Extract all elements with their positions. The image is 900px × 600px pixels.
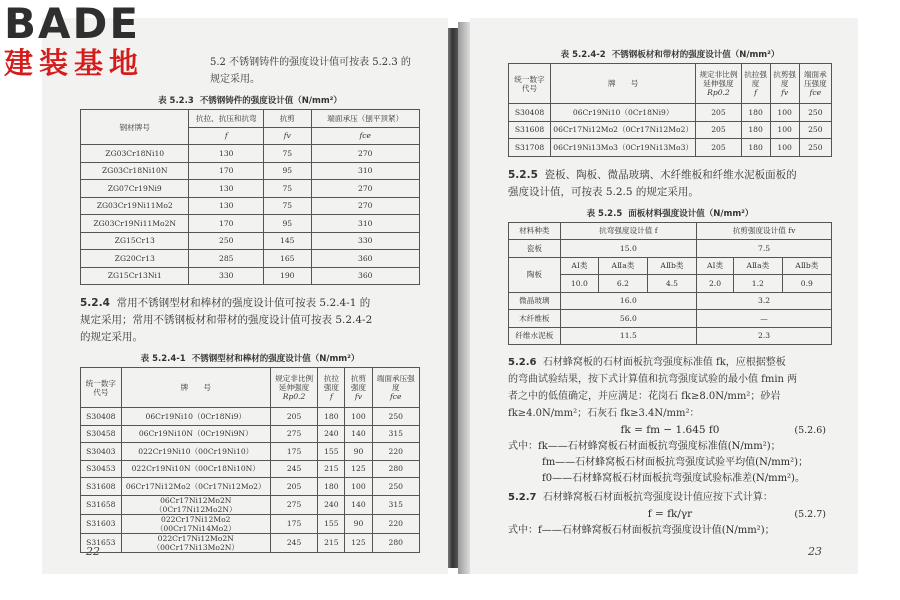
table-cell: 100 [770,121,799,139]
table-cell: AⅠ类 [697,257,734,275]
table-cell: 16.0 [560,292,696,310]
table-row [509,240,832,258]
table-cell: 木纤维板 [509,310,561,328]
table-cell: 205 [696,139,741,157]
table-cell: 220 [372,443,419,461]
page-number-left: 22 [86,545,100,558]
table-cell: 022Cr19Ni10（00Cr19Ni10） [121,443,270,461]
col-code: 统一数字代号 [81,368,122,408]
table-cell: 250 [189,232,264,250]
table-cell: 06Cr19Ni10N（0Cr19Ni9N） [121,425,270,443]
table-cell: ZG15Cr13Ni1 [81,267,189,285]
table-cell: 140 [345,495,372,514]
table-row [81,267,420,285]
table-cell: 3.2 [697,292,832,310]
table-cell: 2.0 [697,275,734,293]
table-cell: 瓷板 [509,240,561,258]
table-cell: 130 [189,180,264,198]
sym-tension: f [189,127,264,145]
table-cell: 0.9 [782,275,831,293]
table-cell: 陶板 [509,257,561,292]
table-cell: 280 [372,460,419,478]
table-cell: 250 [372,408,419,426]
table-cell: 125 [345,533,372,552]
col-bearing: 端面承压强度 fce [799,64,831,104]
table-525 [508,222,832,346]
table-row [509,257,832,275]
table-cell: 纤维水泥板 [509,327,561,345]
table-row [509,292,832,310]
table-cell: 270 [311,180,420,198]
table-cell: 310 [311,215,420,233]
table-5242-caption: 表 5.2.4-2 不锈钢板材和带材的强度设计值（N/mm²） [560,50,780,60]
table-header-row [81,368,420,408]
table-cell: 022Cr19Ni10N（00Cr18Ni10N） [121,460,270,478]
book-spine-edge [458,22,470,574]
table-row [81,478,420,496]
table-cell: 180 [318,408,345,426]
table-row [81,180,420,198]
table-cell: 240 [318,495,345,514]
table-cell: 205 [270,478,317,496]
left-page [42,18,448,574]
table-cell: 130 [189,197,264,215]
table-cell: 75 [264,180,311,198]
table-header-row [509,222,832,240]
watermark-logo [4,2,179,92]
table-cell: 330 [189,267,264,285]
sym-bearing: fce [311,127,420,145]
table-row [509,327,832,345]
table-cell: S30408 [509,104,551,122]
right-page [470,18,858,574]
table-cell: 165 [264,250,311,268]
formula-527: f = fk/γr (5.2.7) [647,508,826,520]
table-cell: 15.0 [560,240,696,258]
table-row [509,104,832,122]
table-cell: ZG03Cr19Ni11Mo2 [81,197,189,215]
table-5242 [508,63,832,157]
table-cell: 11.5 [560,327,696,345]
table-row [81,533,420,552]
table-cell: AⅠ类 [560,257,598,275]
table-cell: 06Cr19Ni10（0Cr18Ni9） [550,104,695,122]
table-cell: ZG20Cr13 [81,250,189,268]
table-cell: 75 [264,145,311,163]
table-523 [80,109,420,285]
table-row [509,121,832,139]
table-cell: 180 [318,478,345,496]
table-cell: 90 [345,514,372,533]
table-cell: 06Cr19Ni13Mo3（0Cr19Ni13Mo3） [550,139,695,157]
table-cell: 06Cr17Ni12Mo2（0Cr17Ni12Mo2） [121,478,270,496]
table-cell: 145 [264,232,311,250]
clause-527: 5.2.7 石材蜂窝板石材面板抗弯强度设计值应按下式计算： f = fk/γr (5.2.7) 式中：f——石材蜂窝板石材面板抗弯强度设计值(N/mm²)； [508,489,832,539]
sym-shear: fv [264,127,311,145]
formula-526: fk = fm − 1.645 f0 (5.2.6) [620,424,826,436]
table-cell: 310 [311,162,420,180]
table-cell: 100 [345,408,372,426]
table-cell: 180 [741,121,770,139]
table-cell: 205 [696,104,741,122]
table-cell: 7.5 [697,240,832,258]
table-cell: S30453 [81,460,122,478]
table-cell: S31608 [509,121,551,139]
table-cell: 275 [270,495,317,514]
table-cell: — [697,310,832,328]
table-5241 [80,367,420,553]
table-header-row [509,64,832,104]
col-bending: 抗弯强度设计值 f [560,222,696,240]
book-spine-shadow [448,28,458,568]
table-cell: 2.3 [697,327,832,345]
table-cell: 250 [799,139,831,157]
table-cell: S31653 [81,533,122,552]
col-tension: 抗拉强度 f [741,64,770,104]
table-cell: 100 [345,478,372,496]
table-row [81,460,420,478]
table-cell: 022Cr17Ni12Mo2（00Cr17Ni14Mo2） [121,514,270,533]
table-cell: 56.0 [560,310,696,328]
table-cell: S31608 [81,478,122,496]
table-cell: 190 [264,267,311,285]
table-cell: 180 [741,139,770,157]
table-cell: 06Cr17Ni12Mo2（0Cr17Ni12Mo2） [550,121,695,139]
table-cell: 10.0 [560,275,598,293]
table-cell: AⅡa类 [733,257,782,275]
table-cell: AⅡa类 [599,257,648,275]
table-cell: AⅡb类 [647,257,696,275]
table-cell: 175 [270,514,317,533]
col-grade: 牌 号 [550,64,695,104]
col-tension: 抗拉强度 f [318,368,345,408]
col-shear: 抗剪 [264,110,311,128]
table-cell: ZG15Cr13 [81,232,189,250]
table-cell: 155 [318,514,345,533]
table-row [81,495,420,514]
table-cell: 250 [799,104,831,122]
table-523-caption: 表 5.2.3 不锈钢铸件的强度设计值（N/mm²） [158,96,342,106]
table-cell: 215 [318,460,345,478]
table-525-caption: 表 5.2.5 面板材料强度设计值（N/mm²） [586,208,754,219]
table-cell: 06Cr19Ni10（0Cr18Ni9） [121,408,270,426]
table-row [509,310,832,328]
table-row [509,139,832,157]
table-cell: 95 [264,215,311,233]
table-cell: 175 [270,443,317,461]
col-tension: 抗拉、抗压和抗弯 [189,110,264,128]
table-cell: S30403 [81,443,122,461]
table-cell: 315 [372,425,419,443]
col-bearing: 端面承压（刨平顶紧） [311,110,420,128]
table-cell: 95 [264,162,311,180]
table-cell: 330 [311,232,420,250]
table-cell: 315 [372,495,419,514]
table-cell: 06Cr17Ni12Mo2N（0Cr17Ni12Mo2N） [121,495,270,514]
table-cell: 245 [270,533,317,552]
table-cell: 180 [741,104,770,122]
col-shear: 抗剪强度 fv [770,64,799,104]
table-cell: ZG07Cr19Ni9 [81,180,189,198]
logo-text-cn: 建装基地 [4,46,145,80]
col-proof: 规定非比例延伸强度 Rp0.2 [270,368,317,408]
table-cell: S31708 [509,139,551,157]
col-grade: 钢材牌号 [81,110,189,145]
table-cell: ZG03Cr18Ni10N [81,162,189,180]
table-cell: 220 [372,514,419,533]
table-header-row [81,110,420,128]
table-cell: 360 [311,267,420,285]
table-5241-caption: 表 5.2.4-1 不锈钢型材和棒材的强度设计值（N/mm²） [140,354,360,364]
table-cell: 280 [372,533,419,552]
table-row [81,514,420,533]
table-cell: 275 [270,425,317,443]
table-row [81,232,420,250]
col-proof: 规定非比例延伸强度 Rp0.2 [696,64,741,104]
page-number-right: 23 [808,545,822,558]
col-shear: 抗剪强度设计值 fv [697,222,832,240]
table-row [81,162,420,180]
table-cell: 100 [770,139,799,157]
table-row [81,145,420,163]
logo-text-en: BADE [4,0,141,48]
table-cell: S31603 [81,514,122,533]
table-cell: 130 [189,145,264,163]
table-cell: 250 [372,478,419,496]
table-cell: 205 [270,408,317,426]
table-cell: 360 [311,250,420,268]
table-row [81,197,420,215]
table-cell: 240 [318,425,345,443]
table-cell: 6.2 [599,275,648,293]
col-code: 统一数字代号 [509,64,551,104]
table-cell: S30458 [81,425,122,443]
col-material: 材料种类 [509,222,561,240]
table-row [81,215,420,233]
table-cell: 270 [311,145,420,163]
table-row [81,425,420,443]
table-cell: 90 [345,443,372,461]
table-cell: 170 [189,162,264,180]
table-cell: 1.2 [733,275,782,293]
table-cell: ZG03Cr19Ni11Mo2N [81,215,189,233]
col-bearing: 端面承压强度 fce [372,368,419,408]
table-cell: 022Cr17Ni12Mo2N（00Cr17Ni13Mo2N） [121,533,270,552]
table-cell: S31658 [81,495,122,514]
col-shear: 抗剪强度 fv [345,368,372,408]
col-grade: 牌 号 [121,368,270,408]
table-cell: 270 [311,197,420,215]
table-cell: ZG03Cr18Ni10 [81,145,189,163]
table-cell: 微晶玻璃 [509,292,561,310]
clause-524: 5.2.4 常用不锈钢型材和棒材的强度设计值可按表 5.2.4-1 的 规定采用；常用不锈钢板材和带材的强度设计值可按表 5.2.4-2 的规定采用。 [80,297,373,343]
table-cell: AⅡb类 [782,257,831,275]
intro-line: 5.2 不锈钢铸件的强度设计值可按表 5.2.3 的规定采用。 [210,57,411,85]
table-cell: 155 [318,443,345,461]
table-cell: 140 [345,425,372,443]
table-cell: 170 [189,215,264,233]
table-cell: 4.5 [647,275,696,293]
table-cell: 285 [189,250,264,268]
table-row [81,250,420,268]
table-row [81,443,420,461]
table-row [81,408,420,426]
table-cell: 215 [318,533,345,552]
table-cell: S30408 [81,408,122,426]
table-cell: 75 [264,197,311,215]
table-cell: 245 [270,460,317,478]
table-cell: 205 [696,121,741,139]
table-cell: 100 [770,104,799,122]
clause-525: 5.2.5 瓷板、陶板、微晶玻璃、木纤维板和纤维水泥板面板的 强度设计值，可按表 5.2.5 的规定采用。 [508,168,797,198]
table-cell: 125 [345,460,372,478]
table-cell: 250 [799,121,831,139]
clause-526: 5.2.6 石材蜂窝板的石材面板抗弯强度标准值 fk，应根据整板 的弯曲试验结果，按下式计算值和抗弯强度试验的最小值 fmin 两 者之中的低值确定，并应满足：花岗石 fk≥8.0N/mm²；砂岩 fk≥4.0N/mm²；石灰石 fk≥3.4N/mm²： fk = fm − 1.645 f0 (5.2.6) 式中：fk——石材蜂窝板石材面板抗弯强度标准值(N/mm²)； fm——石材蜂窝板石材面板抗弯强度试验平均值(N/mm²)； f0——石材蜂窝板石材面板抗弯强度试验标准差(N/mm²)。 [508,354,832,487]
